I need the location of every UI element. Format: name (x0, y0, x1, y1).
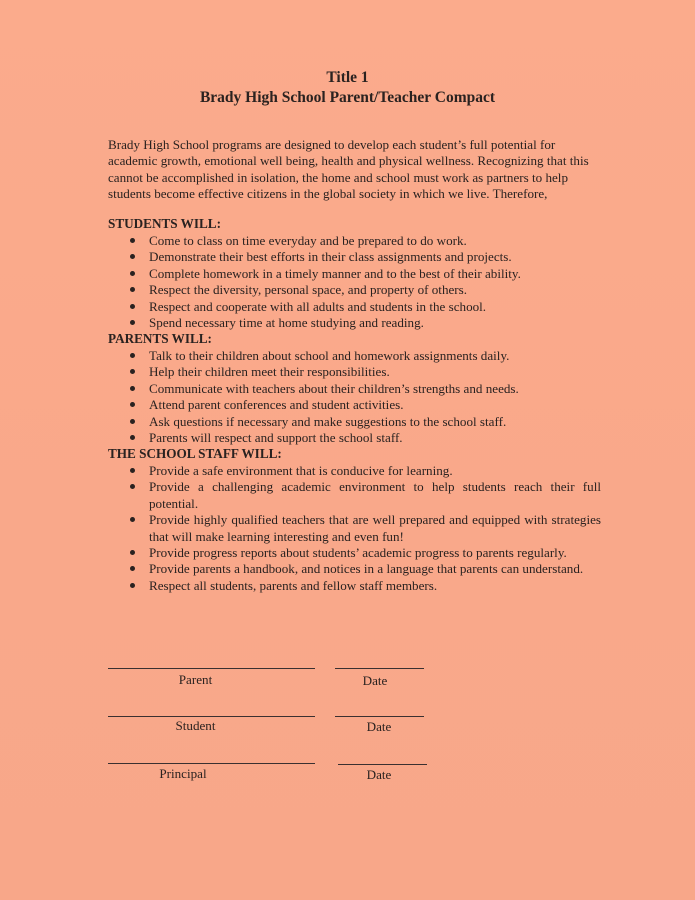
bullet-icon (130, 254, 135, 259)
list-item-text: Complete homework in a timely manner and to the best of their ability. (149, 265, 521, 281)
principal-signature-line[interactable] (108, 763, 315, 764)
list-item-text: Provide parents a handbook, and notices in a language that parents can understand. (149, 561, 584, 577)
bullet-icon (130, 583, 135, 588)
list-item (108, 315, 601, 331)
bullet-icon (130, 353, 135, 358)
bullet-icon (130, 238, 135, 243)
list-item (108, 561, 601, 577)
list-item-text: Respect and cooperate with all adults and students in the school. (149, 298, 487, 314)
list-item-text: Provide highly qualified teachers that are well prepared and equipped with strategies that will make learning interesting and even fun! (149, 512, 601, 544)
bullet-icon (130, 517, 135, 522)
parents-heading: PARENTS WILL: (108, 331, 212, 346)
list-item-text: Spend necessary time at home studying and reading. (149, 315, 424, 331)
bullet-icon (130, 271, 135, 276)
list-item-text: Communicate with teachers about their children’s strengths and needs. (149, 380, 519, 396)
document-title: Title 1 (326, 69, 369, 86)
list-item (108, 463, 601, 479)
students-list (108, 233, 601, 331)
principal-date-label: Date (366, 767, 392, 782)
principal-date-line[interactable] (338, 764, 427, 765)
list-item-text: Come to class on time everyday and be prepared to do work. (149, 233, 467, 248)
bullet-icon (130, 468, 135, 473)
list-item (108, 249, 601, 265)
list-item (108, 233, 601, 249)
bullet-icon (130, 550, 135, 555)
list-item (108, 414, 601, 430)
bullet-icon (130, 484, 135, 489)
list-item-text: Ask questions if necessary and make suggestions to the school staff. (149, 413, 507, 429)
bullet-icon (130, 287, 135, 292)
bullet-icon (130, 419, 135, 424)
list-item (108, 381, 601, 397)
list-item-text: Parents will respect and support the school staff. (149, 430, 403, 446)
parent-date-label: Date (362, 673, 388, 688)
list-item (108, 282, 601, 298)
bullet-icon (130, 304, 135, 309)
list-item (108, 430, 601, 446)
bullet-icon (130, 402, 135, 407)
list-item (108, 364, 601, 380)
intro-paragraph: Brady High School programs are designed to develop each student’s full potential for academic growth, emotional well being, health and physical wellness. Recognizing that this cannot be accomplished in isolation, the home and school must work as partners to help students become effective citizens in the global society in which we live. Therefore, (108, 137, 589, 201)
document-header (0, 68, 695, 108)
bullet-icon (130, 369, 135, 374)
principal-signature-label: Principal (159, 766, 207, 781)
staff-heading: THE SCHOOL STAFF WILL: (108, 446, 282, 461)
list-item (108, 479, 601, 512)
list-item (108, 512, 601, 545)
list-item-text: Provide progress reports about students’ academic progress to parents regularly. (149, 545, 567, 561)
parent-signature-label: Parent (178, 672, 213, 687)
list-item-text: Demonstrate their best efforts in their class assignments and projects. (149, 249, 512, 265)
list-item-text: Attend parent conferences and student activities. (149, 397, 404, 413)
students-heading: STUDENTS WILL: (108, 216, 221, 231)
list-item (108, 578, 601, 594)
list-item-text: Provide a challenging academic environment to help students reach their full potential. (149, 479, 601, 511)
list-item (108, 299, 601, 315)
parent-signature-line[interactable] (108, 668, 315, 669)
student-date-label: Date (366, 719, 392, 734)
bullet-icon (130, 435, 135, 440)
parents-list (108, 348, 601, 446)
list-item-text: Talk to their children about school and homework assignments daily. (149, 348, 510, 363)
student-signature-line[interactable] (108, 716, 315, 717)
list-item (108, 348, 601, 364)
list-item-text: Respect the diversity, personal space, and property of others. (149, 282, 468, 298)
list-item (108, 545, 601, 561)
bullet-icon (130, 386, 135, 391)
bullet-icon (130, 320, 135, 325)
staff-list (108, 463, 601, 594)
student-date-line[interactable] (335, 716, 424, 717)
list-item (108, 266, 601, 282)
parent-date-line[interactable] (335, 668, 424, 669)
document-subtitle: Brady High School Parent/Teacher Compact (199, 89, 496, 106)
list-item-text: Provide a safe environment that is conducive for learning. (149, 463, 453, 478)
list-item-text: Respect all students, parents and fellow staff members. (149, 577, 438, 593)
bullet-icon (130, 566, 135, 571)
list-item (108, 397, 601, 413)
list-item-text: Help their children meet their responsibilities. (149, 364, 390, 380)
student-signature-label: Student (175, 718, 216, 733)
